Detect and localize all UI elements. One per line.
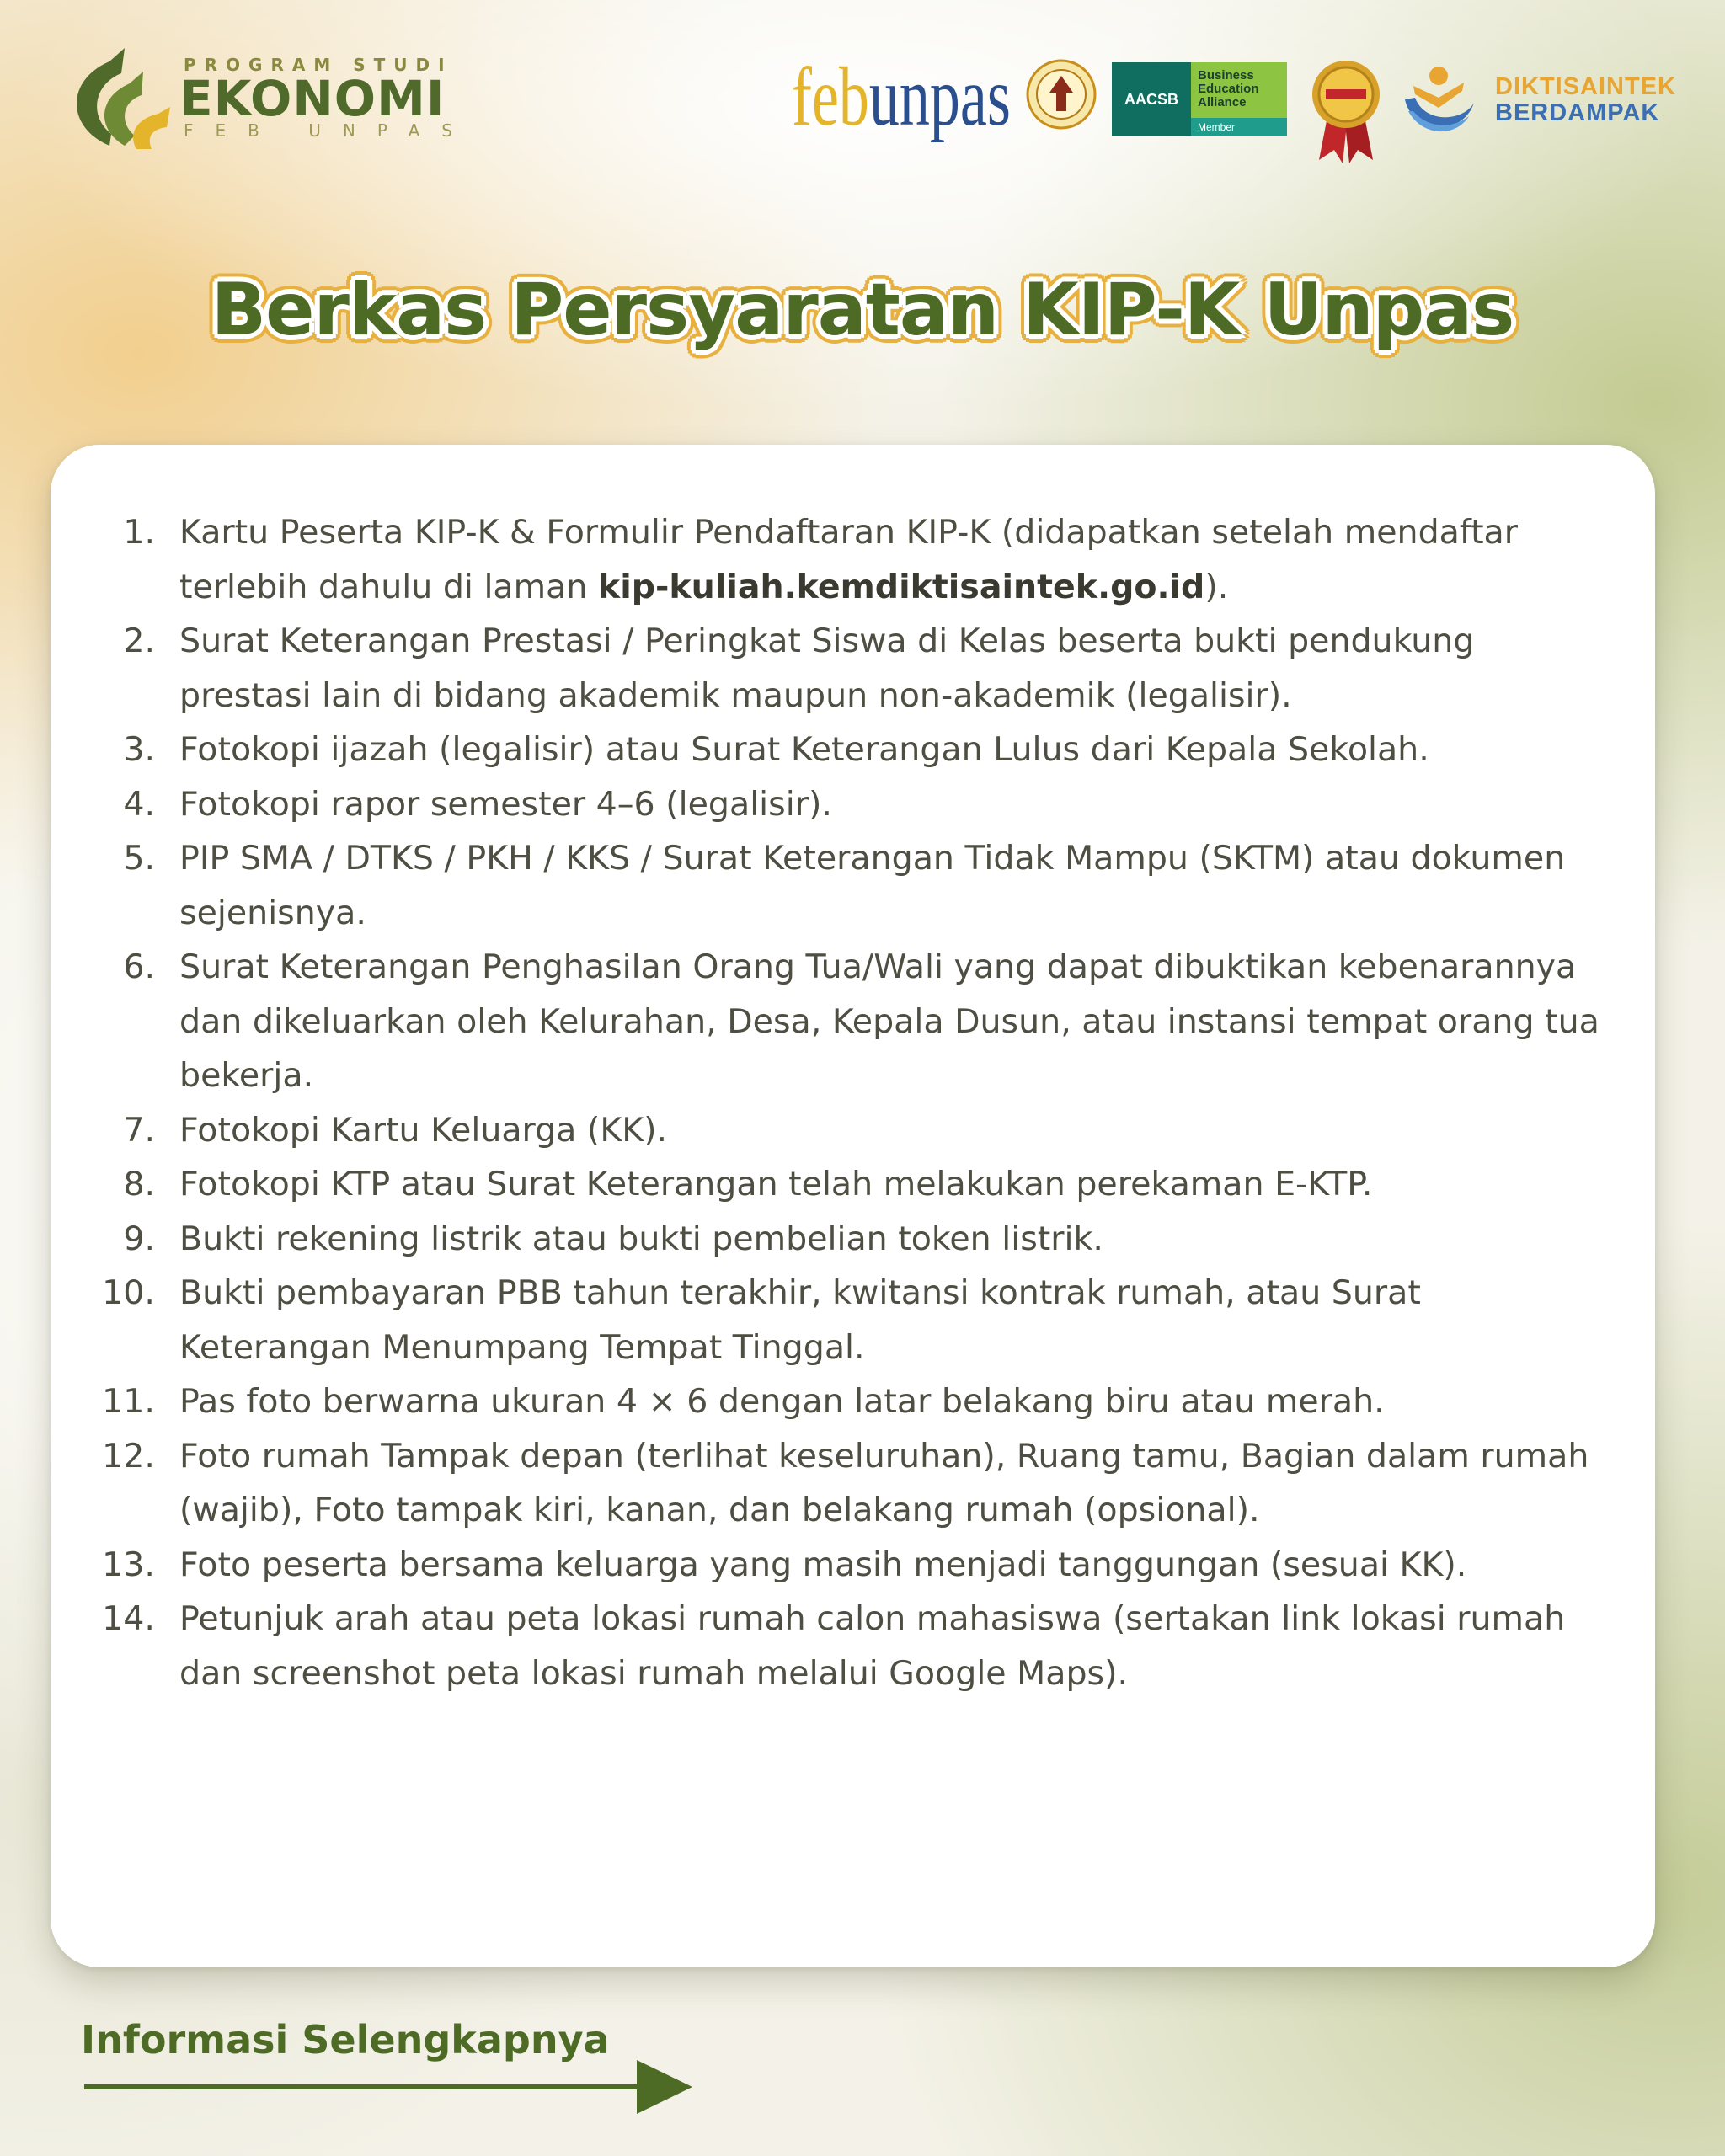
list-item-text bbox=[179, 1165, 1372, 1203]
list-item-text-main: Fotokopi rapor semester 4–6 (legalisir). bbox=[179, 784, 832, 824]
list-item bbox=[51, 1538, 1655, 1593]
list-item-number: 5. bbox=[123, 839, 155, 878]
list-item-text bbox=[179, 1437, 1589, 1530]
logo-top-text: PROGRAM STUDI bbox=[184, 55, 453, 75]
list-item-text-main: Bukti rekening listrik atau bukti pembelian token listrik. bbox=[179, 1219, 1103, 1258]
list-item-text bbox=[179, 622, 1474, 715]
unpas-logo-text: unpas bbox=[868, 50, 1011, 143]
list-item bbox=[51, 1103, 1655, 1158]
list-item-text bbox=[179, 1111, 667, 1150]
page-title: Berkas Persyaratan KIP-K Unpas bbox=[211, 268, 1514, 352]
list-item-text bbox=[179, 730, 1429, 769]
febunpas-logo bbox=[792, 46, 1011, 147]
list-item-text-main: Fotokopi ijazah (legalisir) atau Surat Keterangan Lulus dari Kepala Sekolah. bbox=[179, 730, 1429, 769]
aacsb-line-2: Education bbox=[1198, 82, 1259, 96]
list-item-text-main: PIP SMA / DTKS / PKH / KKS / Surat Keterangan Tidak Mampu (SKTM) atau dokumen sejenisnya. bbox=[179, 839, 1566, 932]
list-item-number: 3. bbox=[123, 730, 155, 769]
list-item-number: 2. bbox=[123, 622, 155, 660]
list-item-text bbox=[179, 1382, 1385, 1421]
list-item-text-main: Fotokopi Kartu Keluarga (KK). bbox=[179, 1110, 668, 1150]
list-item-number: 14. bbox=[102, 1599, 155, 1638]
list-item bbox=[51, 614, 1655, 723]
aacsb-line-1: Business bbox=[1198, 68, 1254, 83]
logo-bottom-text: FEB UNPAS bbox=[184, 120, 474, 141]
list-item-number: 10. bbox=[102, 1273, 155, 1312]
list-item-text-main: Foto peserta bersama keluarga yang masih menjadi tanggungan (sesuai KK). bbox=[179, 1545, 1467, 1584]
list-item-text-main: Surat Keterangan Prestasi / Peringkat Siswa di Kelas beserta bukti pendukung prestasi lain di bidang akademik maupun non-akademik (legalisir). bbox=[179, 622, 1475, 715]
requirements-list bbox=[51, 505, 1655, 1700]
list-item-text bbox=[179, 1599, 1565, 1693]
requirements-card bbox=[51, 445, 1655, 1967]
list-item-number: 8. bbox=[123, 1165, 155, 1203]
more-info-label[interactable]: Informasi Selengkapnya bbox=[81, 2017, 610, 2063]
list-item-text-main: Fotokopi KTP atau Surat Keterangan telah melakukan perekaman E-KTP. bbox=[179, 1165, 1373, 1203]
list-item-text bbox=[179, 513, 1518, 606]
list-item-number: 1. bbox=[123, 513, 155, 552]
unpas-seal-icon bbox=[1026, 59, 1097, 130]
list-item-text bbox=[179, 839, 1565, 932]
list-item-text-main: Foto rumah Tampak depan (terlihat keseluruhan), Ruang tamu, Bagian dalam rumah (wajib), Foto tampak kiri, kanan, dan belakang rumah (opsional). bbox=[179, 1436, 1589, 1529]
list-item-text-main: Petunjuk arah atau peta lokasi rumah calon mahasiswa (sertakan link lokasi rumah dan screenshot peta lokasi rumah melalui Google Maps). bbox=[179, 1599, 1566, 1693]
list-item bbox=[51, 1212, 1655, 1267]
list-item-text bbox=[179, 1219, 1103, 1258]
list-item-text-main: Bukti pembayaran PBB tahun terakhir, kwitansi kontrak rumah, atau Surat Keterangan Menumpang Tempat Tinggal. bbox=[179, 1273, 1421, 1367]
dikti-line-1: DIKTISAINTEK bbox=[1495, 73, 1676, 100]
list-item bbox=[51, 831, 1655, 940]
list-item bbox=[51, 723, 1655, 777]
list-item-text-main: Kartu Peserta KIP-K & Formulir Pendaftaran KIP-K (didapatkan setelah mendaftar terlebih dahulu di laman bbox=[179, 513, 1519, 606]
aacsb-member-label: Member bbox=[1191, 118, 1287, 136]
list-item-number: 6. bbox=[123, 947, 155, 986]
list-item-number: 7. bbox=[123, 1110, 155, 1150]
dikti-line-2: BERDAMPAK bbox=[1495, 99, 1660, 126]
list-item-text bbox=[179, 785, 832, 824]
list-item-text bbox=[179, 947, 1599, 1095]
list-item bbox=[51, 1429, 1655, 1538]
aacsb-badge bbox=[1112, 62, 1287, 136]
aacsb-label: AACSB bbox=[1112, 62, 1191, 136]
list-item-number: 12. bbox=[102, 1436, 155, 1476]
list-item bbox=[51, 1374, 1655, 1429]
list-item bbox=[51, 940, 1655, 1103]
ekonomi-logo bbox=[59, 46, 474, 156]
aacsb-line-3: Alliance bbox=[1198, 95, 1247, 109]
unggul-medal-icon bbox=[1304, 57, 1388, 165]
logo-main-text: EKONOMI bbox=[179, 70, 446, 127]
list-item-number: 9. bbox=[123, 1219, 155, 1258]
arrow-right-icon[interactable] bbox=[84, 2055, 699, 2122]
list-item bbox=[51, 777, 1655, 832]
website-link[interactable]: kip-kuliah.kemdiktisaintek.go.id bbox=[597, 567, 1205, 606]
diktisaintek-icon bbox=[1397, 61, 1481, 145]
list-item-text bbox=[179, 1545, 1466, 1584]
ekonomi-emblem-icon bbox=[59, 46, 173, 156]
list-item-number: 13. bbox=[102, 1545, 155, 1584]
feb-logo-text: feb bbox=[792, 50, 869, 143]
list-item bbox=[51, 1592, 1655, 1700]
list-item-text-main: Pas foto berwarna ukuran 4 × 6 dengan latar belakang biru atau merah. bbox=[179, 1382, 1385, 1421]
list-item bbox=[51, 1157, 1655, 1212]
list-item-text bbox=[179, 1273, 1421, 1367]
list-item bbox=[51, 505, 1655, 614]
list-item-number: 11. bbox=[102, 1382, 155, 1421]
diktisaintek-text bbox=[1495, 74, 1676, 126]
list-item bbox=[51, 1266, 1655, 1374]
list-item-number: 4. bbox=[123, 784, 155, 824]
list-item-text-main: Surat Keterangan Penghasilan Orang Tua/Wali yang dapat dibuktikan kebenarannya dan dikeluarkan oleh Kelurahan, Desa, Kepala Dusun, atau instansi tempat orang tua bekerja. bbox=[179, 947, 1599, 1095]
list-item-text-end: ). bbox=[1204, 567, 1229, 606]
